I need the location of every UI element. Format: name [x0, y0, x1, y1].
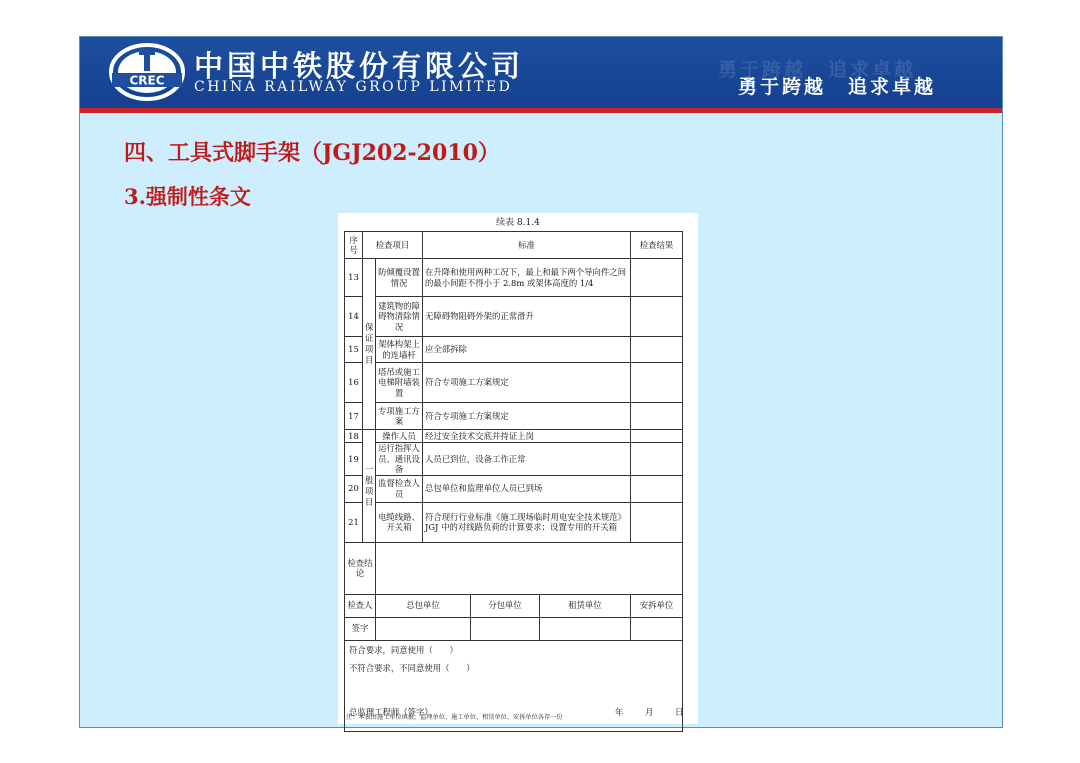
row-item: 塔吊或施工电梯附墙装置 — [376, 363, 423, 403]
unit-general-contractor: 总包单位 — [376, 594, 471, 617]
group-guarantee-label — [363, 259, 376, 430]
approve-no-text: 不符合要求，不同意使用（ ） — [349, 662, 475, 673]
signature-label: 签字 — [345, 617, 376, 640]
header-result: 检查结果 — [631, 232, 683, 259]
row-result — [631, 297, 683, 337]
header-banner — [80, 37, 1002, 108]
unit-installation: 安拆单位 — [631, 594, 683, 617]
table-row — [345, 363, 683, 403]
company-name-cn: 中国中铁股份有限公司 — [194, 49, 525, 83]
row-item: 建筑物的障碍物清除情况 — [376, 297, 423, 337]
row-no: 14 — [345, 297, 363, 337]
table-header-row — [345, 232, 683, 259]
row-standard: 总包单位和监理单位人员已到场 — [423, 475, 631, 502]
row-item: 架体构架上的连墙杆 — [376, 337, 423, 363]
inspector-row — [345, 594, 683, 617]
table-note: 注：本表由施工单位填报，监理单位、施工单位、租赁单位、安拆单位各存一份 — [346, 714, 563, 721]
row-no: 21 — [345, 502, 363, 542]
table-row — [345, 297, 683, 337]
row-result — [631, 363, 683, 403]
row-no: 19 — [345, 443, 363, 476]
header-item: 检查项目 — [363, 232, 423, 259]
inspection-form-image — [338, 213, 698, 724]
header-divider — [80, 108, 1002, 113]
header-no: 序号 — [345, 232, 363, 259]
row-no: 20 — [345, 475, 363, 502]
row-result — [631, 443, 683, 476]
row-standard: 人员已到位，设备工作正常 — [423, 443, 631, 476]
table-row — [345, 443, 683, 476]
row-item: 运行指挥人员、通讯设备 — [376, 443, 423, 476]
date-day: 日 — [675, 706, 684, 717]
slogan: 勇于跨越 追求卓越 — [738, 76, 937, 98]
row-standard: 在升降和使用两种工况下，最上和最下两个导向件之间的最小间距不得小于 2.8m 或架体高度的 1/4 — [423, 259, 631, 297]
table-title: 续表 8.1.4 — [496, 218, 540, 228]
row-result — [631, 259, 683, 297]
row-result — [631, 502, 683, 542]
unit-subcontractor: 分包单位 — [471, 594, 540, 617]
company-name-en: CHINA RAILWAY GROUP LIMITED — [194, 79, 513, 95]
group-char: 项 — [365, 344, 374, 354]
crec-logo-icon — [108, 43, 186, 101]
signature-field — [471, 617, 540, 640]
row-standard: 经过安全技术交底并持证上岗 — [423, 430, 631, 443]
row-item: 专项施工方案 — [376, 403, 423, 430]
row-no: 13 — [345, 259, 363, 297]
row-result — [631, 430, 683, 443]
slogan-watermark: 勇于跨越 追求卓越 — [718, 59, 917, 81]
logo-text: CREC — [129, 73, 165, 88]
signature-field — [540, 617, 631, 640]
row-result — [631, 403, 683, 430]
row-standard: 符合专项施工方案规定 — [423, 403, 631, 430]
row-item: 防倾覆设置情况 — [376, 259, 423, 297]
table-row — [345, 337, 683, 363]
row-standard: 应全部拆除 — [423, 337, 631, 363]
table-row — [345, 403, 683, 430]
signature-field — [631, 617, 683, 640]
slide — [79, 36, 1003, 728]
group-char: 保 — [365, 322, 374, 332]
table-row — [345, 475, 683, 502]
row-no: 15 — [345, 337, 363, 363]
inspection-table — [344, 231, 683, 732]
row-standard: 符合专项施工方案规定 — [423, 363, 631, 403]
row-no: 17 — [345, 403, 363, 430]
date-month: 月 — [645, 706, 654, 717]
inspector-label: 检查人 — [345, 594, 376, 617]
group-char: 目 — [365, 496, 374, 507]
table-row — [345, 259, 683, 297]
conclusion-field — [376, 542, 683, 594]
approve-yes-text: 符合要求，同意使用（ ） — [349, 644, 458, 655]
row-standard: 符合现行行业标准《施工现场临时用电安全技术规范》JGJ 中的对线路负荷的计算要求；设置专用的开关箱 — [423, 502, 631, 542]
signature-field — [376, 617, 471, 640]
row-item: 电缆线路、开关箱 — [376, 502, 423, 542]
unit-rental: 租赁单位 — [540, 594, 631, 617]
supervisor-signature-label: 总监理工程师（签字） — [349, 706, 433, 717]
group-char: 证 — [365, 333, 374, 343]
group-char: 一 — [365, 463, 374, 474]
row-item: 监督检查人员 — [376, 475, 423, 502]
conclusion-label: 检查结论 — [345, 542, 376, 594]
group-char: 目 — [365, 355, 374, 365]
header-standard: 标准 — [423, 232, 631, 259]
row-result — [631, 337, 683, 363]
slide-heading: 四、工具式脚手架（JGJ202-2010） — [124, 140, 500, 166]
table-row — [345, 430, 683, 443]
row-item: 操作人员 — [376, 430, 423, 443]
row-standard: 无障碍物阻碍外架的正常滑升 — [423, 297, 631, 337]
row-result — [631, 475, 683, 502]
slide-subheading: 3.强制性条文 — [124, 184, 251, 209]
row-no: 18 — [345, 430, 363, 443]
signature-row — [345, 617, 683, 640]
row-no: 16 — [345, 363, 363, 403]
conclusion-row — [345, 542, 683, 594]
table-row — [345, 502, 683, 542]
date-year: 年 — [615, 706, 624, 717]
group-general-label — [363, 430, 376, 543]
group-char: 般 — [365, 474, 374, 485]
group-char: 项 — [365, 485, 374, 496]
